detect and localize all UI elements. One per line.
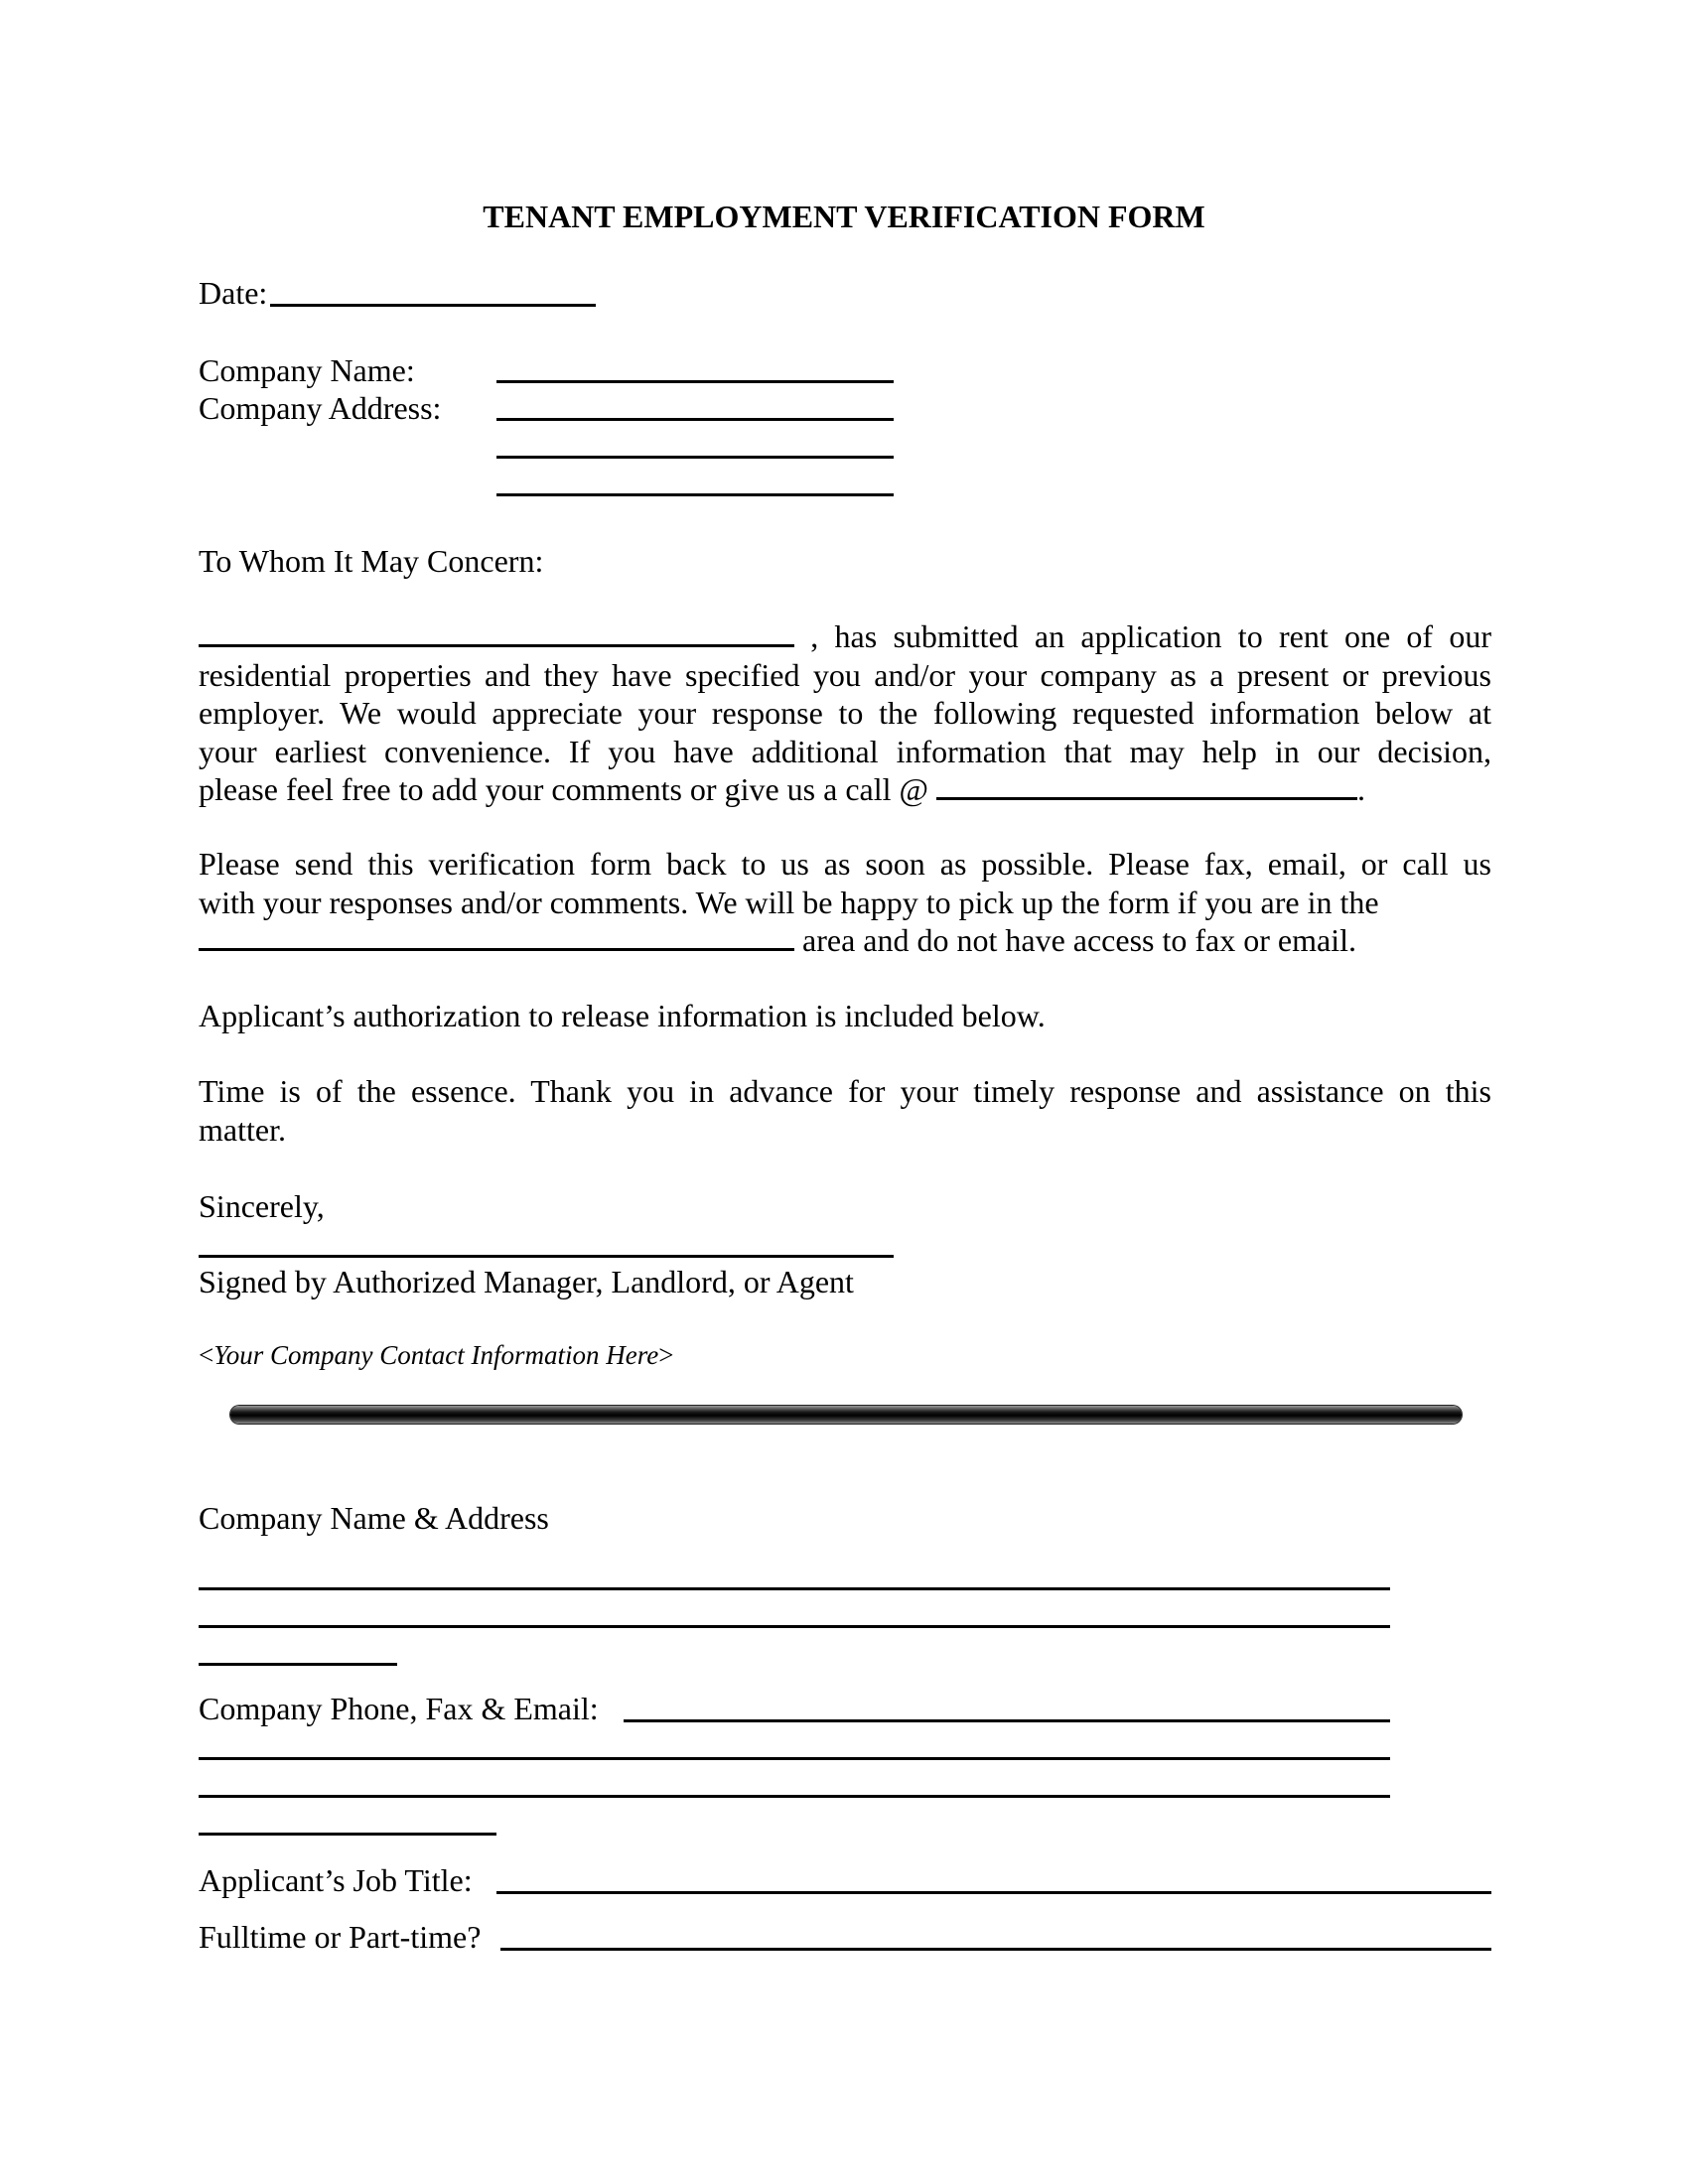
company-name-address-field-3[interactable]: [199, 1663, 397, 1666]
section-divider: [230, 1406, 1462, 1424]
closing-line-1: Time is of the essence. Thank you in advance for your timely response and assistance on this: [199, 1073, 1491, 1109]
return-line-2: with your responses and/or comments. We will be happy to pick up the form if you are in the: [199, 884, 1379, 920]
intro-line-5-end: .: [1356, 771, 1365, 807]
date-field[interactable]: [270, 304, 596, 307]
intro-line-1: [199, 617, 1491, 656]
company-address-field-2[interactable]: [496, 456, 894, 459]
fulltime-label: Fulltime or Part-time?: [199, 1919, 482, 1955]
return-line-1: Please send this verification form back to us as soon as possible. Please fax, email, or call us: [199, 846, 1491, 882]
company-contact-field-1[interactable]: [624, 1719, 1390, 1722]
closing-line-2: matter.: [199, 1111, 286, 1148]
company-name-label: Company Name:: [199, 352, 415, 388]
return-line-3-text: area and do not have access to fax or email.: [802, 922, 1356, 958]
intro-line-3: employer. We would appreciate your response to the following requested information below at: [199, 695, 1491, 731]
return-paragraph: [199, 845, 1491, 960]
company-address-label: Company Address:: [199, 390, 442, 426]
intro-paragraph: [199, 617, 1491, 809]
salutation: To Whom It May Concern:: [199, 543, 544, 579]
fulltime-field[interactable]: [500, 1948, 1491, 1951]
company-name-address-label: Company Name & Address: [199, 1500, 549, 1536]
company-address-field-3[interactable]: [496, 493, 894, 496]
signature-line[interactable]: [199, 1255, 894, 1258]
closing-paragraph: [199, 1072, 1491, 1149]
job-title-field[interactable]: [496, 1891, 1491, 1894]
contact-placeholder: [199, 1340, 673, 1371]
intro-line-1-text: , has submitted an application to rent one of our: [810, 618, 1492, 654]
company-contact-label: Company Phone, Fax & Email:: [199, 1691, 599, 1726]
company-name-address-field-2[interactable]: [199, 1625, 1390, 1628]
date-label: Date:: [199, 275, 268, 311]
company-name-address-field-1[interactable]: [199, 1587, 1390, 1590]
signature-label: Signed by Authorized Manager, Landlord, or Agent: [199, 1264, 854, 1299]
intro-line-5-text: please feel free to add your comments or give us a call @: [199, 771, 928, 807]
job-title-label: Applicant’s Job Title:: [199, 1862, 473, 1898]
applicant-name-field[interactable]: [199, 618, 794, 647]
company-contact-field-2[interactable]: [199, 1757, 1390, 1760]
authorization-note: Applicant’s authorization to release information is included below.: [199, 998, 1046, 1033]
form-title: TENANT EMPLOYMENT VERIFICATION FORM: [483, 199, 1205, 234]
phone-field[interactable]: [936, 771, 1357, 800]
company-name-field[interactable]: [496, 380, 894, 383]
company-address-field-1[interactable]: [496, 418, 894, 421]
return-line-3: [199, 921, 1491, 960]
intro-line-5: [199, 770, 1491, 809]
area-field[interactable]: [199, 922, 794, 951]
closing-word: Sincerely,: [199, 1188, 325, 1224]
contact-open-bracket: <: [199, 1340, 214, 1370]
company-contact-field-3[interactable]: [199, 1795, 1390, 1798]
contact-close-bracket: >: [658, 1340, 674, 1370]
company-contact-field-4[interactable]: [199, 1833, 496, 1836]
intro-line-2: residential properties and they have specified you and/or your company as a present or previous: [199, 656, 1491, 693]
intro-line-4: your earliest convenience. If you have additional information that may help in our decision,: [199, 733, 1491, 769]
contact-placeholder-text: Your Company Contact Information Here: [213, 1340, 659, 1370]
